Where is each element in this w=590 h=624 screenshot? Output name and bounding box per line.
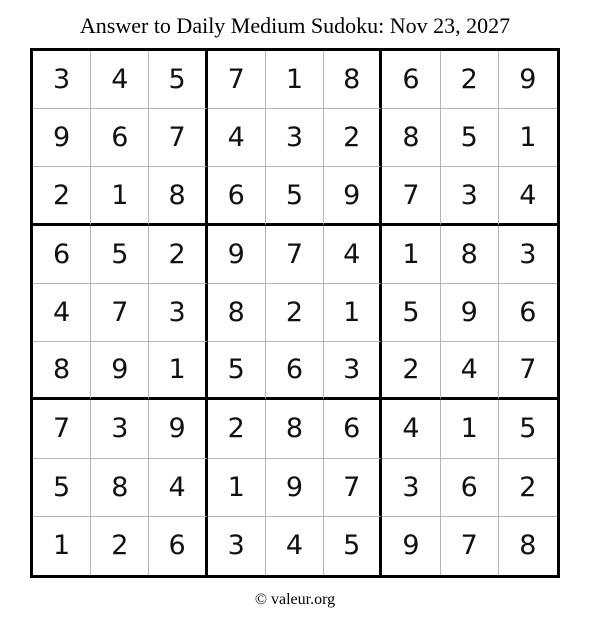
sudoku-cell-r5c7: 5	[382, 284, 440, 342]
sudoku-cell-r6c1: 8	[33, 342, 91, 400]
sudoku-cell-r7c9: 5	[499, 400, 557, 458]
sudoku-cell-r1c2: 4	[91, 51, 149, 109]
sudoku-cell-r9c6: 5	[324, 517, 382, 575]
sudoku-cell-r6c8: 4	[441, 342, 499, 400]
sudoku-cell-r7c5: 8	[266, 400, 324, 458]
sudoku-cell-r4c5: 7	[266, 226, 324, 284]
sudoku-cell-r3c9: 4	[499, 167, 557, 225]
sudoku-cell-r4c6: 4	[324, 226, 382, 284]
sudoku-cell-r1c7: 6	[382, 51, 440, 109]
sudoku-cell-r9c9: 8	[519, 530, 537, 562]
sudoku-cell-r3c4: 6	[208, 167, 266, 225]
sudoku-cell-r4c4: 9	[208, 226, 266, 284]
sudoku-cell-r9c4: 3	[208, 517, 266, 575]
sudoku-cell-r3c5: 5	[266, 167, 324, 225]
sudoku-cell-r4c9: 3	[499, 226, 557, 284]
sudoku-cell-r7c1: 7	[33, 400, 91, 458]
footer-credit: © valeur.org	[254, 591, 336, 608]
sudoku-cell-r2c5: 3	[266, 109, 324, 167]
sudoku-cell-r8c3: 4	[149, 459, 207, 517]
sudoku-cell-r5c1: 4	[33, 284, 91, 342]
sudoku-cell-r1c5: 1	[266, 51, 324, 109]
sudoku-cell-r3c6: 9	[324, 167, 382, 225]
sudoku-cell-r1c1: 3	[33, 51, 91, 109]
sudoku-cell-r4c8: 8	[441, 226, 499, 284]
sudoku-cell-r7c3: 9	[149, 400, 207, 458]
sudoku-cell-r2c1: 9	[33, 109, 91, 167]
sudoku-cell-r3c1: 2	[33, 167, 91, 225]
sudoku-cell-r6c6: 3	[324, 342, 382, 400]
sudoku-cell-r2c4: 4	[208, 109, 266, 167]
sudoku-cell-r8c4: 1	[208, 459, 266, 517]
sudoku-cell-r6c9: 7	[499, 342, 557, 400]
sudoku-cell-r2c9: 1	[499, 109, 557, 167]
sudoku-cell-r8c5: 9	[266, 459, 324, 517]
sudoku-cell-r9c8: 7	[441, 517, 499, 575]
sudoku-cell-r2c2: 6	[91, 109, 149, 167]
sudoku-cell-r5c5: 2	[266, 284, 324, 342]
page-title: Answer to Daily Medium Sudoku: Nov 23, 2027	[79, 13, 511, 38]
sudoku-cell-r1c4: 7	[208, 51, 266, 109]
sudoku-cell-r1c8: 2	[441, 51, 499, 109]
sudoku-cell-r3c7: 7	[382, 167, 440, 225]
sudoku-cell-r8c8: 6	[441, 459, 499, 517]
sudoku-cell-r2c7: 8	[382, 109, 440, 167]
sudoku-cell-r8c2: 8	[91, 459, 149, 517]
sudoku-cell-r5c9: 6	[499, 284, 557, 342]
sudoku-board	[30, 48, 560, 578]
sudoku-cell-r9c5: 4	[266, 517, 324, 575]
sudoku-cell-r4c3: 2	[149, 226, 207, 284]
sudoku-cell-r7c6: 6	[324, 400, 382, 458]
sudoku-cell-r9c2: 2	[91, 517, 149, 575]
sudoku-cell-r6c2: 9	[91, 342, 149, 400]
sudoku-cell-r7c2: 3	[91, 400, 149, 458]
sudoku-cell-r5c6: 1	[324, 284, 382, 342]
sudoku-cell-r6c4: 5	[208, 342, 266, 400]
sudoku-cell-r9c3: 6	[149, 517, 207, 575]
sudoku-cell-r8c7: 3	[382, 459, 440, 517]
sudoku-cell-r7c8: 1	[441, 400, 499, 458]
sudoku-cell-r1c6: 8	[324, 51, 382, 109]
sudoku-cell-r8c6: 7	[324, 459, 382, 517]
sudoku-cell-r6c7: 2	[382, 342, 440, 400]
sudoku-cell-r5c4: 8	[208, 284, 266, 342]
sudoku-cell-r3c3: 8	[149, 167, 207, 225]
sudoku-cell-r8c9: 2	[499, 459, 557, 517]
sudoku-cell-r4c7: 1	[382, 226, 440, 284]
sudoku-cell-r3c8: 3	[441, 167, 499, 225]
sudoku-cell-r2c6: 2	[324, 109, 382, 167]
sudoku-cell-r9c1: 1	[33, 517, 91, 575]
sudoku-cell-r5c2: 7	[91, 284, 149, 342]
sudoku-cell-r4c2: 5	[91, 226, 149, 284]
sudoku-cell-r7c4: 2	[208, 400, 266, 458]
sudoku-cell-r1c3: 5	[149, 51, 207, 109]
sudoku-cell-r9c7: 9	[382, 517, 440, 575]
sudoku-cell-r5c3: 3	[149, 284, 207, 342]
sudoku-cell-r5c8: 9	[441, 284, 499, 342]
sudoku-cell-r3c2: 1	[91, 167, 149, 225]
sudoku-cell-r8c1: 5	[33, 459, 91, 517]
sudoku-cell-r6c5: 6	[266, 342, 324, 400]
sudoku-cell-r1c9: 9	[499, 51, 557, 109]
sudoku-cell-r4c1: 6	[33, 226, 91, 284]
sudoku-cell-r7c7: 4	[382, 400, 440, 458]
sudoku-cell-r6c3: 1	[149, 342, 207, 400]
sudoku-cell-r2c8: 5	[441, 109, 499, 167]
sudoku-cell-r2c3: 7	[149, 109, 207, 167]
